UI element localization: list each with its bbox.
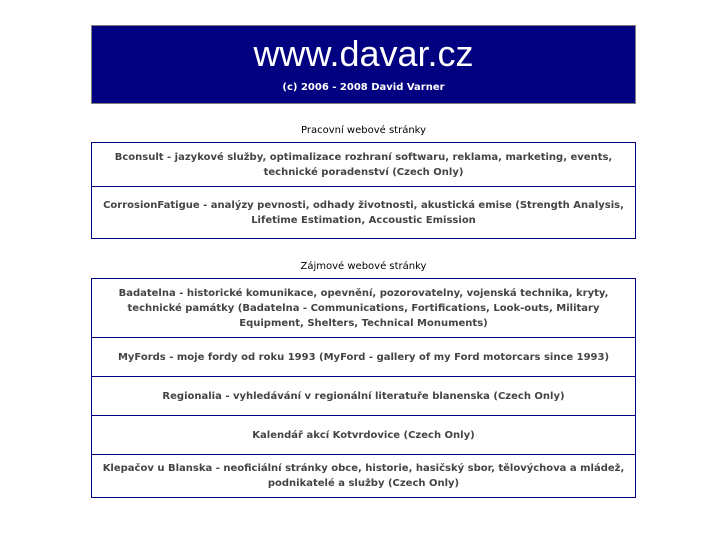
- link-klepacov[interactable]: Klepačov u Blanska - neoficiální stránky obce, historie, hasičský sbor, tělovýchova a mládež, podnikatelé a služby (Czech Only): [92, 454, 635, 497]
- link-badatelna[interactable]: Badatelna - historické komunikace, opevnění, pozorovatelny, vojenská technika, kryty, technické památky (Badatelna - Communications, Fortifications, Look-outs, Military Equipment, Shelters, Technical Monuments): [118, 287, 609, 329]
- work-section-title: Pracovní webové stránky: [300, 125, 427, 136]
- copyright-text: (c) 2006 - 2008 David Varner: [282, 82, 445, 93]
- link-myfords[interactable]: MyFords - moje fordy od roku 1993 (MyFord - gallery of my Ford motorcars since 1993): [92, 337, 635, 376]
- hobby-links-box: [91, 278, 636, 498]
- link-kalendar-kotvrdovice[interactable]: Kalendář akcí Kotvrdovice (Czech Only): [92, 415, 635, 454]
- link-corrosionfatigue[interactable]: CorrosionFatigue - analýzy pevnosti, odhady životnosti, akustická emise (Strength Analysis, Lifetime Estimation, Accoustic Emission: [92, 186, 635, 238]
- link-bconsult[interactable]: Bconsult - jazykové služby, optimalizace rozhraní softwaru, reklama, marketing, events, technické poradenství (Czech Only): [114, 151, 613, 178]
- link-regionalia[interactable]: Regionalia - vyhledávání v regionální literatuře blanenska (Czech Only): [92, 376, 635, 415]
- site-header: [91, 25, 636, 104]
- hobby-section-title: Zájmové webové stránky: [300, 261, 427, 272]
- work-links-box: [91, 142, 636, 239]
- site-title: www.davar.cz: [253, 33, 474, 74]
